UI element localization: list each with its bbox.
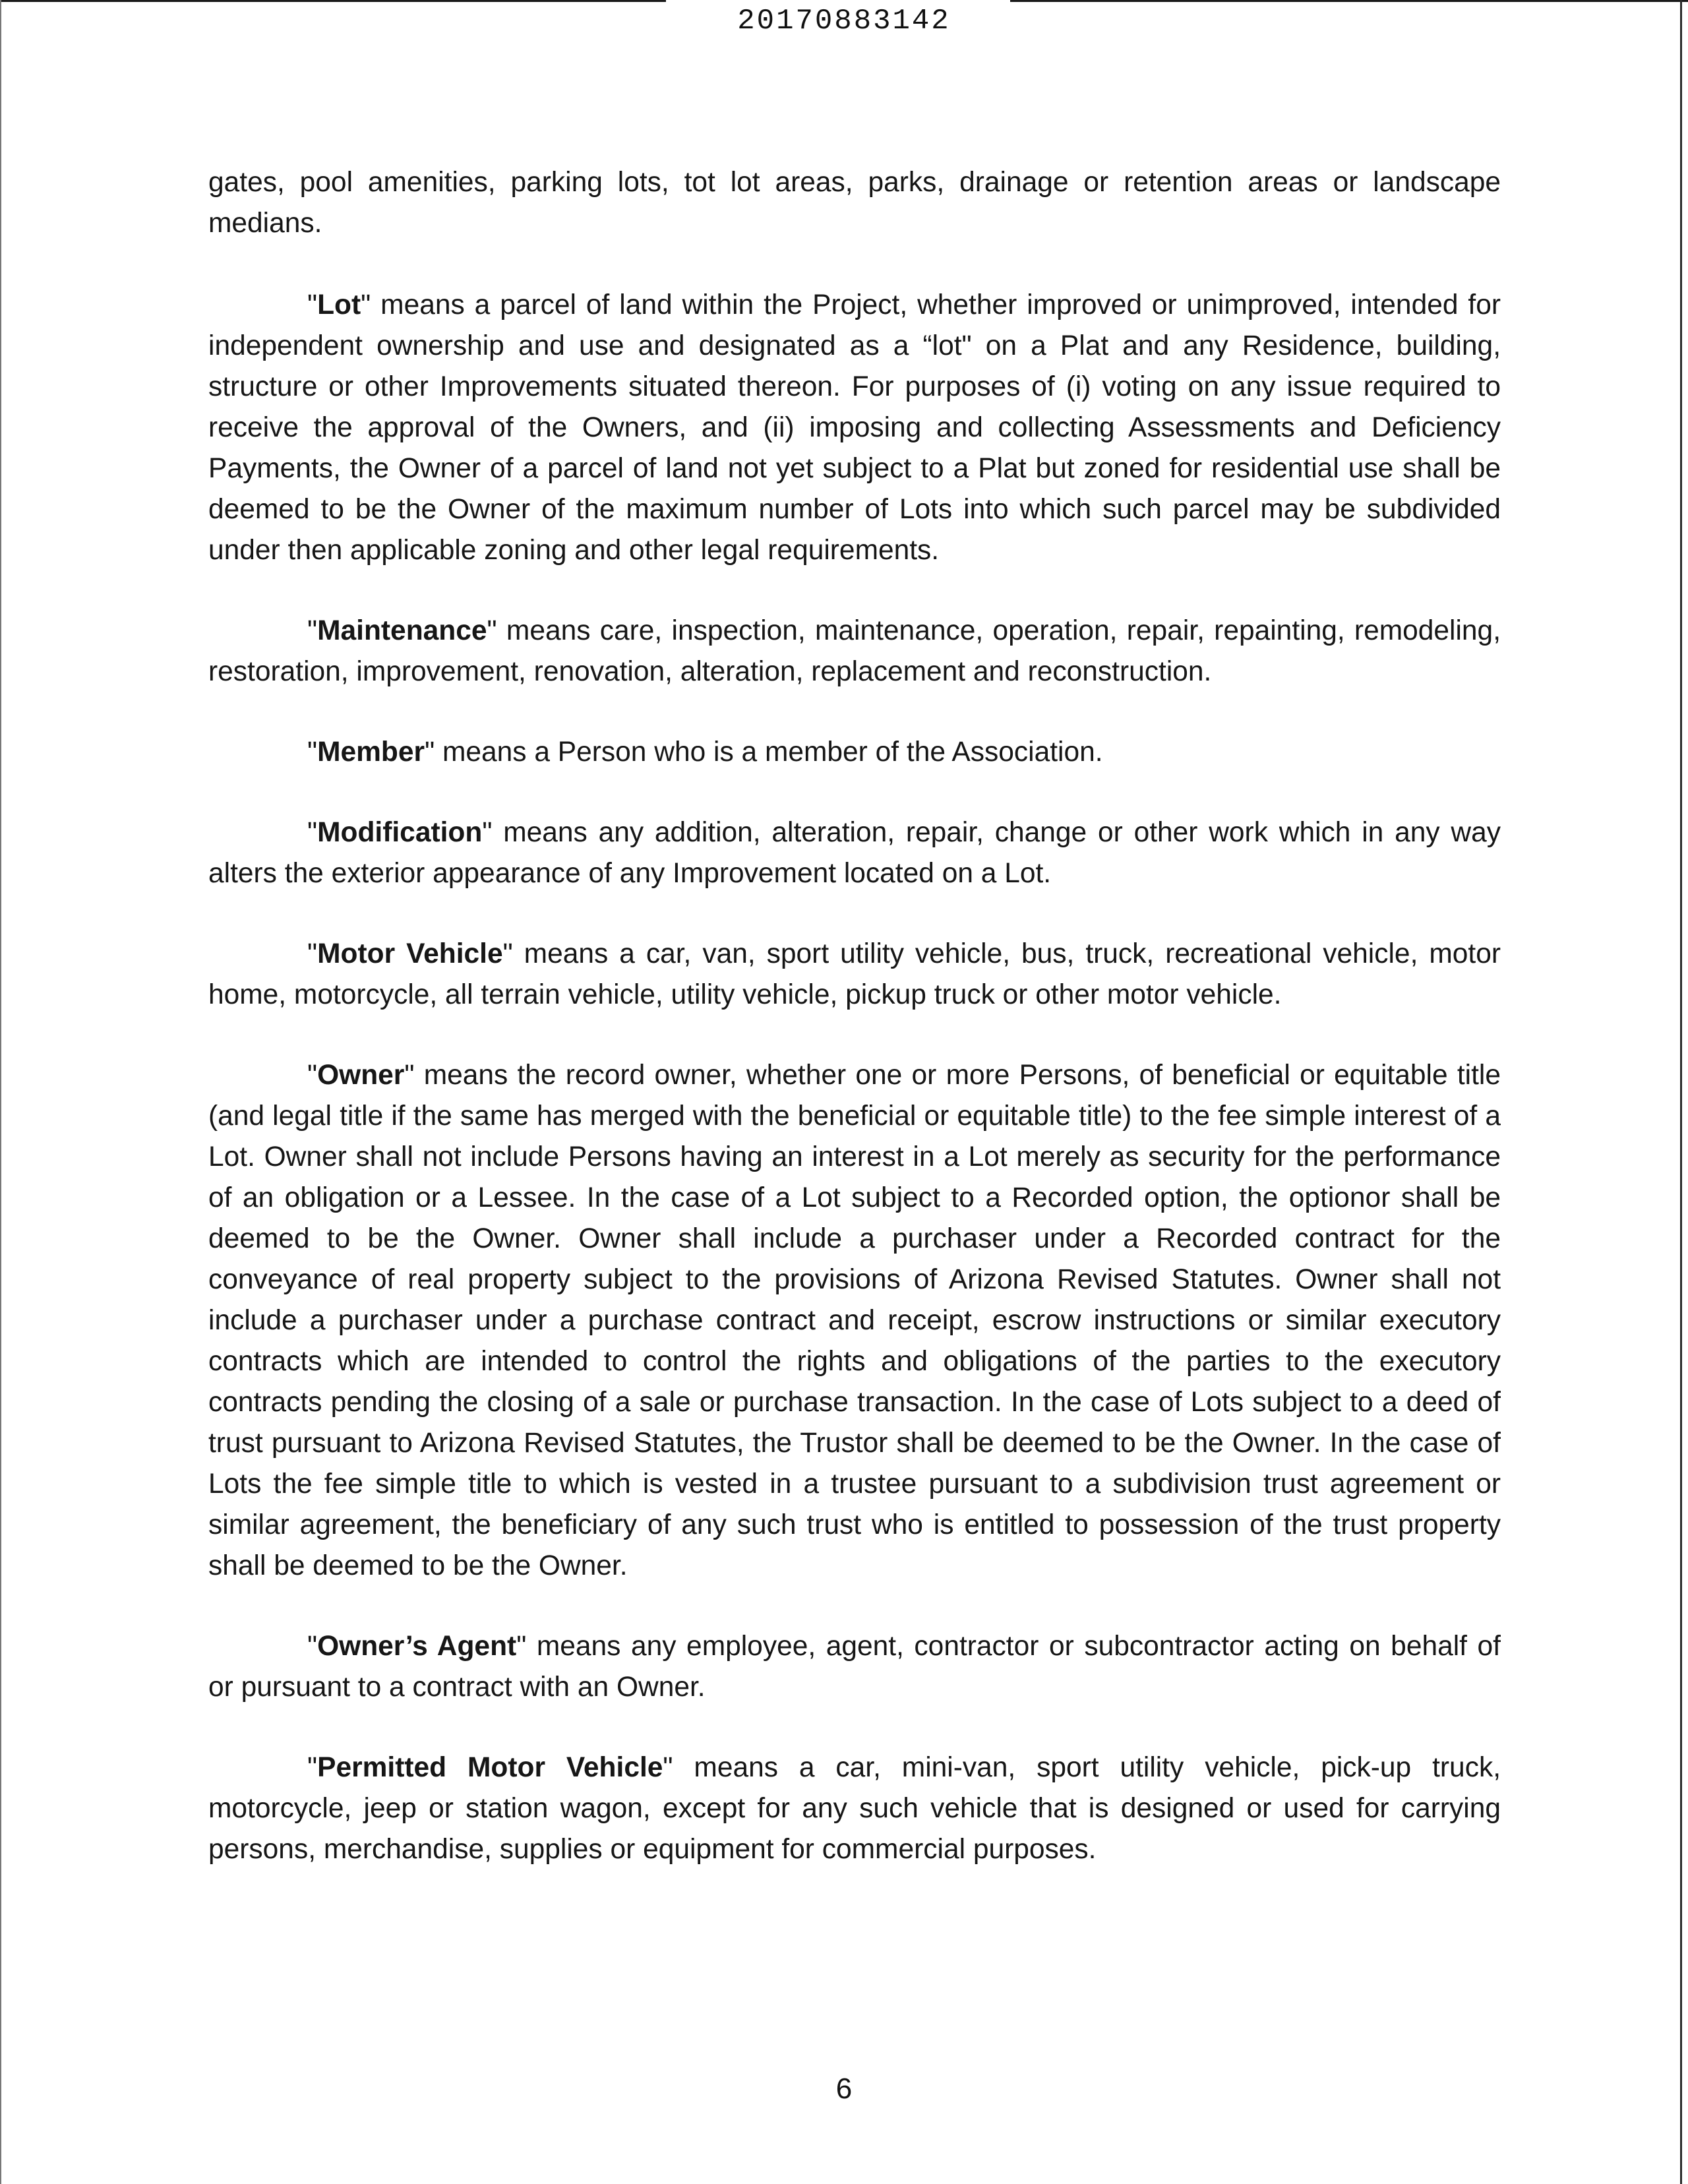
close-quote: " (502, 938, 513, 969)
definition-motor-vehicle (208, 934, 1501, 1016)
header-rule-left (0, 0, 666, 2)
open-quote: " (307, 737, 318, 768)
open-quote: " (307, 1060, 318, 1091)
document-body (208, 162, 1501, 1910)
defined-term: Maintenance (317, 615, 487, 646)
definition-text: means the record owner, whether one or more Persons, of beneficial or equitable title (and legal title if the same has merged with the beneficial or equitable title) to the fee simple interest of a Lot. Owner shall not include Persons having an interest in a Lot merely as security for the performance of an obligation or a Lessee. In the case of a Lot subject to a Recorded option, the optionor shall be deemed to be the Owner. Owner shall include a purchaser under a Recorded contract for the conveyance of real property subject to the provisions of Arizona Revised Statutes. Owner shall not include a purchaser under a purchase contract and receipt, escrow instructions or similar executory contracts which are intended to control the rights and obligations of the parties to the executory contracts pending the closing of a sale or purchase transaction. In the case of Lots subject to a deed of trust pursuant to Arizona Revised Statutes, the Trustor shall be deemed to be the Owner. In the case of Lots the fee simple title to which is vested in a trustee pursuant to a subdivision trust agreement or similar agreement, the beneficiary of any such trust who is entitled to possession of the trust property shall be deemed to be the Owner. (208, 1060, 1501, 1581)
page-number: 6 (835, 2073, 853, 2105)
definition-text: means care, inspection, maintenance, operation, repair, repainting, remodeling, restoration, improvement, renovation, alteration, replacement and reconstruction. (208, 615, 1501, 687)
header-rule-right (1010, 0, 1688, 2)
definition-owner (208, 1055, 1501, 1587)
open-quote: " (307, 615, 318, 646)
close-quote: " (487, 615, 497, 646)
defined-term: Member (317, 737, 425, 768)
open-quote: " (307, 938, 318, 969)
definition-text: means a car, van, sport utility vehicle, bus, truck, recreational vehicle, motor home, motorcycle, all terrain vehicle, utility vehicle, pickup truck or other motor vehicle. (208, 938, 1501, 1010)
defined-term: Motor Vehicle (317, 938, 503, 969)
definition-owners-agent (208, 1626, 1501, 1708)
definition-member (208, 732, 1501, 773)
open-quote: " (307, 1631, 318, 1662)
defined-term: Owner’s Agent (317, 1631, 517, 1662)
open-quote: " (307, 1752, 318, 1783)
defined-term: Modification (317, 817, 483, 848)
definition-text: means a parcel of land within the Project, whether improved or unimproved, intended for independent ownership and use and designated as a “lot" on a Plat and any Residence, building, structure or other Improvements situated thereon. For purposes of (i) voting on any issue required to receive the approval of the Owners, and (ii) imposing and collecting Assessments and Deficiency Payments, the Owner of a parcel of land not yet subject to a Plat but zoned for residential use shall be deemed to be the Owner of the maximum number of Lots into which such parcel may be subdivided under then applicable zoning and other legal requirements. (208, 289, 1501, 566)
defined-term: Lot (317, 289, 361, 320)
close-quote: " (404, 1060, 415, 1091)
continuation-paragraph: gates, pool amenities, parking lots, tot lot areas, parks, drainage or retention areas or landscape medians. (208, 167, 1501, 239)
close-quote: " (361, 289, 371, 320)
close-quote: " (425, 737, 435, 768)
definition-modification (208, 812, 1501, 894)
recording-number: 20170883142 (737, 5, 951, 38)
definition-lot (208, 285, 1501, 571)
open-quote: " (307, 817, 318, 848)
definition-text: means a car, mini-van, sport utility vehicle, pick-up truck, motorcycle, jeep or station wagon, except for any such vehicle that is designed or used for carrying persons, merchandise, supplies or equipment for commercial purposes. (208, 1752, 1501, 1865)
defined-term: Owner (317, 1060, 405, 1091)
scan-edge-left (0, 0, 1, 2184)
scan-edge-right (1680, 0, 1682, 2184)
definition-permitted-motor-vehicle (208, 1747, 1501, 1870)
definition-text: means any employee, agent, contractor or subcontractor acting on behalf of or pursuant to a contract with an Owner. (208, 1631, 1501, 1703)
close-quote: " (482, 817, 493, 848)
definition-maintenance (208, 611, 1501, 692)
defined-term: Permitted Motor Vehicle (317, 1752, 663, 1783)
definition-text: means any addition, alteration, repair, change or other work which in any way alters the exterior appearance of any Improvement located on a Lot. (208, 817, 1501, 889)
definition-text: means a Person who is a member of the Association. (435, 737, 1103, 768)
open-quote: " (307, 289, 318, 320)
close-quote: " (663, 1752, 673, 1783)
close-quote: " (516, 1631, 527, 1662)
